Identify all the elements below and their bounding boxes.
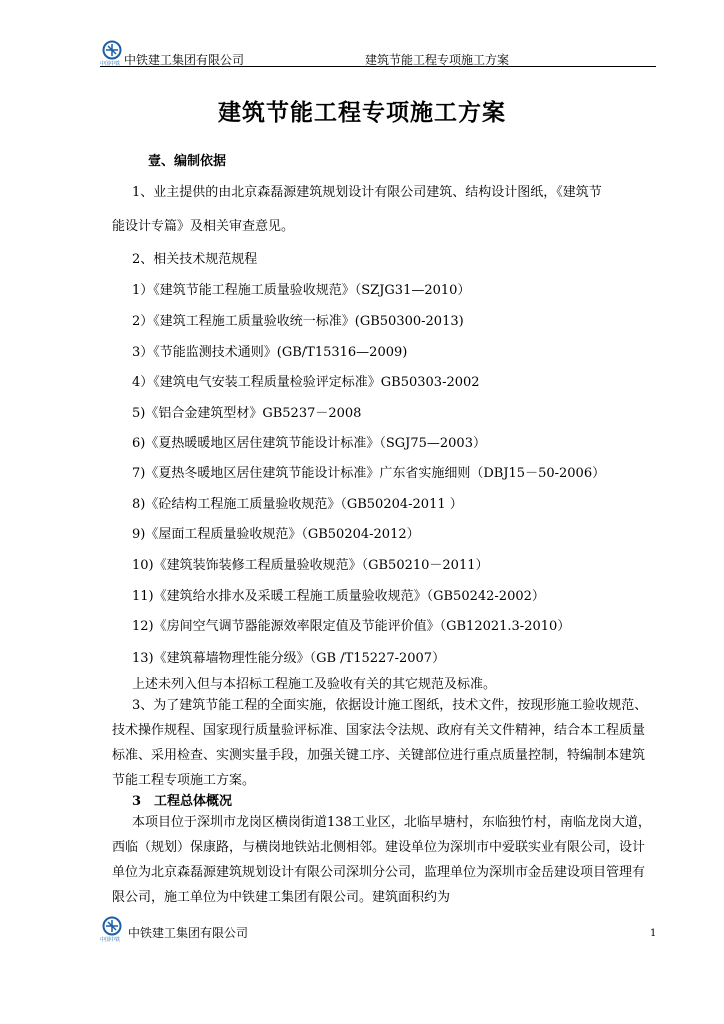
standard-item: 9)《屋面工程质量验收规范》（GB50204-2012） [132,527,420,542]
standard-item: 5)《铝合金建筑型材》GB5237－2008 [132,406,362,421]
footer-company: 中铁建工集团有限公司 [128,926,249,940]
item2: 2、相关技术规范规程 [132,252,258,267]
standard-item: 2）《建筑工程施工质量验收统一标准》(GB50300-2013) [132,314,464,329]
page-title: 建筑节能工程专项施工方案 [218,99,506,126]
section-heading-1: 壹、编制依据 [148,154,227,169]
standard-item: 8)《砼结构工程施工质量验收规范》（GB50204-2011 ） [132,497,463,512]
standard-item: 13)《建筑幕墙物理性能分级》（GB /T15227-2007） [132,651,446,666]
standard-item: 1）《建筑节能工程施工质量验收规范》（SZJG31—2010） [132,283,471,298]
standard-item: 4）《建筑电气安装工程质量检验评定标准》GB50303-2002 [132,375,480,390]
note-text: 上述未列入但与本招标工程施工及验收有关的其它规范及标准。 [132,677,497,692]
item1-line1: 1、业主提供的由北京森磊源建筑规划设计有限公司建筑、结构设计图纸，《建筑节 [132,185,602,200]
page-header [100,40,244,68]
footer-logo [100,916,124,944]
standard-item: 3）《节能监测技术通则》(GB/T15316—2009) [132,345,408,360]
footer-logo-text: 中国中铁 [100,937,121,943]
header-doc-title: 建筑节能工程专项施工方案 [365,53,510,67]
logo-text: 中国中铁 [100,61,121,67]
standard-item: 10)《建筑装饰装修工程质量验收规范》（GB50210－2011） [132,558,489,573]
crec-logo-icon [100,916,124,936]
company-logo [100,40,124,68]
standard-item: 6)《夏热暖暖地区居住建筑节能设计标准》（SGJ75—2003） [132,436,486,451]
header-divider [100,66,656,67]
item1-line2: 能设计专篇》及相关审查意见。 [112,219,295,234]
standard-item: 12)《房间空气调节器能源效率限定值及节能评价值》（GB12021.3-2010） [132,619,571,634]
standard-item: 7)《夏热冬暖地区居住建筑节能设计标准》广东省实施细则（DBJ15－50-2006） [132,466,606,481]
crec-logo-icon [100,40,124,60]
header-company: 中铁建工集团有限公司 [124,53,245,67]
page-number: 1 [650,928,657,939]
item3-paragraph: 3、为了建筑节能工程的全面实施，依据设计施工图纸，技术文件，按现形施工验收规范、技术操作规程、国家现行质量验评标准、国家法令法规、政府有关文件精神，结合本工程质量标准、采用检查、实测实量手段，加强关键工序、关键部位进行重点质量控制，特编制本建筑节能工程专项施工方案。 [112,698,648,788]
section3-paragraph: 本项目位于深圳市龙岗区横岗街道138工业区，北临早塘村，东临独竹村，南临龙岗大道，西临（规划）保康路，与横岗地铁站北侧相邻。建设单位为深圳市中爱联实业有限公司，设计单位为北京森磊源建筑规划设计有限公司深圳分公司，监理单位为深圳市金岳建设项目管理有限公司，施工单位为中铁建工集团有限公司。建筑面积约为 [112,815,651,905]
standard-item: 11)《建筑给水排水及采暖工程施工质量验收规范》（GB50242-2002） [132,589,545,604]
section-heading-3: 3 工程总体概况 [132,794,233,809]
